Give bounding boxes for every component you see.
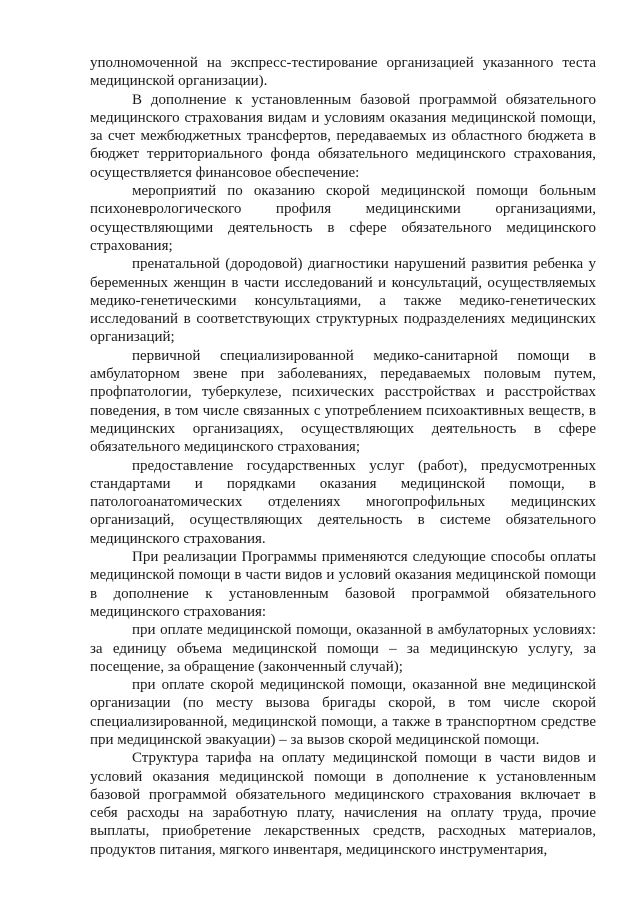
paragraph-8: при оплате медицинской помощи, оказанной в амбулаторных условиях: за единицу объема медицинской помощи – за медицинскую услугу, за посещение, за обращение (законченный случай); [90, 622, 596, 675]
paragraph-4: пренатальной (дородовой) диагностики нарушений развития ребенка у беременных женщин в части исследований и консультаций, осуществляемых медико-генетическими консультациями, а также медико-генетических исследований в соответствующих структурных подразделениях медицинских организаций; [90, 256, 596, 346]
paragraph-10: Структура тарифа на оплату медицинской помощи в части видов и условий оказания медицинской помощи в дополнение к установленным базовой программой обязательного медицинского страхования включает в себя расходы на заработную плату, начисления на оплату труда, прочие выплаты, приобретение лекарственных средств, расходных материалов, продуктов питания, мягкого инвентаря, медицинского инструментария, [90, 750, 596, 858]
paragraph-1: уполномоченной на экспресс-тестирование организацией указанного теста медицинской организации). [90, 55, 596, 90]
paragraph-9: при оплате скорой медицинской помощи, оказанной вне медицинской организации (по месту вызова бригады скорой, в том числе скорой специализированной, медицинской помощи, а также в транспортном средстве при медицинской эвакуации) – за вызов скорой медицинской помощи. [90, 677, 596, 748]
paragraph-6: предоставление государственных услуг (работ), предусмотренных стандартами и порядками оказания медицинской помощи, в патологоанатомических отделениях многопрофильных медицинских организаций, осуществляющих деятельность в системе обязательного медицинского страхования. [90, 457, 596, 547]
document-page [90, 54, 596, 859]
paragraph-3: мероприятий по оказанию скорой медицинской помощи больным психоневрологического профиля медицинскими организациями, осуществляющими деятельность в сфере обязательного медицинского страхования; [90, 183, 596, 254]
paragraph-7: При реализации Программы применяются следующие способы оплаты медицинской помощи в части видов и условий оказания медицинской помощи в дополнение к установленным базовой программой обязательного медицинского страхования: [90, 549, 596, 620]
paragraph-5: первичной специализированной медико-санитарной помощи в амбулаторном звене при заболеваниях, передаваемых половым путем, профпатологии, туберкулезе, психических расстройствах и расстройствах поведения, в том числе связанных с употреблением психоактивных веществ, в медицинских организациях, осуществляющих деятельность в сфере обязательного медицинского страхования; [90, 347, 596, 456]
paragraph-2: В дополнение к установленным базовой программой обязательного медицинского страхования видам и условиям оказания медицинской помощи, за счет межбюджетных трансфертов, передаваемых из областного бюджета в бюджет территориального фонда обязательного медицинского страхования, осуществляется финансовое обеспечение: [90, 91, 596, 181]
